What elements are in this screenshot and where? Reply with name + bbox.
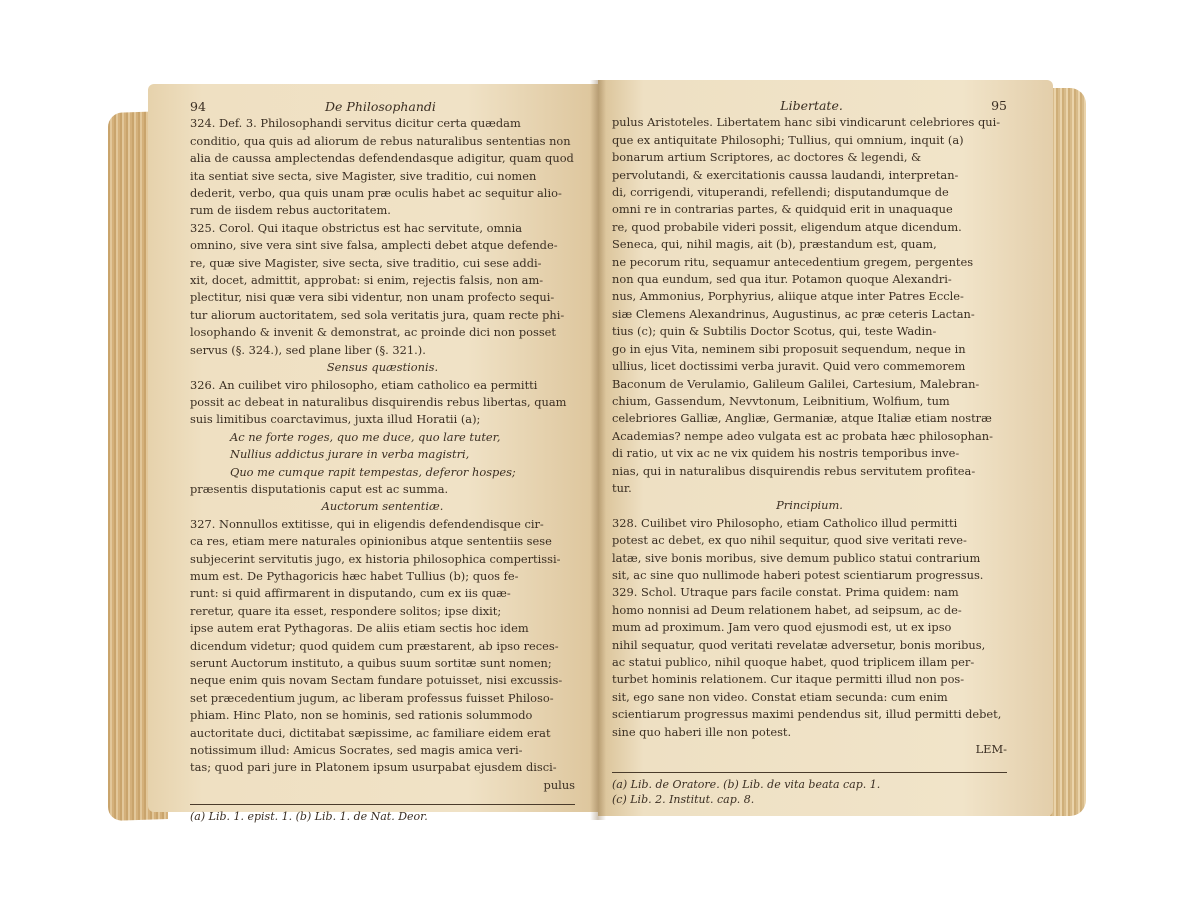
- text-line: ipse autem erat Pythagoras. De aliis etiam sectis hoc idem: [190, 621, 529, 636]
- right-paragraph-327-cont: [612, 114, 1007, 497]
- left-paragraphs-324-325: [190, 115, 575, 359]
- left-paragraph-327: [190, 516, 575, 777]
- text-line: ullius, licet doctissimi verba juravit. Quid vero commemorem: [612, 359, 966, 374]
- footnote-rule: [612, 772, 1007, 773]
- text-line: neque enim quis novam Sectam fundare potuisset, nisi excussis-: [190, 673, 563, 688]
- text-line: scientiarum progressus maximi pendendus sit, illud permitti debet,: [612, 707, 1002, 722]
- text-line: di, corrigendi, vituperandi, refellendi; disputandumque de: [612, 185, 949, 200]
- text-line: tius (c); quin & Subtilis Doctor Scotus, qui, teste Wadin-: [612, 324, 937, 339]
- text-line: tas; quod pari jure in Platonem ipsum usurpabat ejusdem disci-: [190, 760, 557, 775]
- book-gutter: [590, 80, 606, 820]
- text-line: nus, Ammonius, Porphyrius, aliique atque inter Patres Eccle-: [612, 289, 964, 304]
- text-line: non qua eundum, sed qua itur. Potamon quoque Alexandri-: [612, 272, 952, 287]
- text-line: omni re in contrarias partes, & quidquid erit in unaquaque: [612, 202, 953, 217]
- text-line: dicendum videtur; quod quidem cum præstarent, ab ipso reces-: [190, 638, 559, 653]
- text-line: que ex antiquitate Philosophi; Tullius, qui omnium, inquit (a): [612, 132, 964, 147]
- text-line: præsentis disputationis caput est ac summa.: [190, 481, 449, 496]
- text-line: 325. Corol. Qui itaque obstrictus est hac servitute, omnia: [190, 220, 523, 235]
- catchword: pulus: [543, 777, 575, 792]
- text-line: (a) Lib. de Oratore. (b) Lib. de vita beata cap. 1.: [612, 778, 881, 792]
- text-line: serunt Auctorum instituto, a quibus suum sortitæ sunt nomen;: [190, 656, 552, 670]
- text-line: mum ad proximum. Jam vero quod ejusmodi est, ut ex ipso: [612, 620, 952, 635]
- left-page-header: [190, 98, 575, 115]
- text-line: Baconum de Verulamio, Galileum Galilei, Cartesium, Malebran-: [612, 376, 980, 391]
- text-line: notissimum illud: Amicus Socrates, sed magis amica veri-: [190, 743, 523, 758]
- text-line: siæ Clemens Alexandrinus, Augustinus, ac præ ceteris Lactan-: [612, 306, 975, 321]
- text-line: suis limitibus coarctavimus, juxta illud Horatii (a);: [190, 412, 481, 427]
- text-line: pervolutandi, & exercitationis caussa laudandi, interpretan-: [612, 167, 959, 182]
- text-line: tur.: [612, 480, 632, 495]
- text-line: 328. Cuilibet viro Philosopho, etiam Catholico illud permitti: [612, 515, 958, 530]
- text-line: Academias? nempe adeo vulgata est ac probata hæc philosophan-: [612, 428, 993, 443]
- text-line: ac statui publico, nihil quoque habet, quod triplicem illam per-: [612, 655, 975, 669]
- page-number: 94: [190, 99, 206, 114]
- section-heading: Principium.: [776, 498, 843, 513]
- text-line: nihil sequatur, quod veritati revelatæ adversetur, bonis moribus,: [612, 637, 986, 652]
- text-line: Nullius addictus jurare in verba magistri,: [230, 447, 470, 462]
- left-paragraph-326-end: [190, 481, 575, 498]
- text-line: plectitur, nisi quæ vera sibi videntur, non unam profecto sequi-: [190, 290, 555, 305]
- text-line: di ratio, ut vix ac ne vix quidem his nostris temporibus inve-: [612, 446, 960, 461]
- text-line: 329. Schol. Utraque pars facile constat. Prima quidem: nam: [612, 585, 959, 600]
- text-line: phiam. Hinc Plato, non se hominis, sed rationis solummodo: [190, 708, 533, 723]
- horace-verse: [190, 429, 575, 481]
- text-line: alia de caussa amplectendas defendendasque adigitur, quam quod: [190, 151, 574, 166]
- section-heading: Sensus quæstionis.: [326, 360, 439, 375]
- text-line: 326. An cuilibet viro philosopho, etiam catholico ea permitti: [190, 377, 538, 392]
- right-paragraphs-328-329: [612, 515, 1007, 741]
- text-line: reretur, quare ita esset, respondere solitos; ipse dixit;: [190, 603, 502, 618]
- running-head: De Philosophandi: [325, 99, 436, 114]
- text-line: dederit, verbo, qua quis unam præ oculis habet ac sequitur alio-: [190, 186, 562, 201]
- text-line: ne pecorum ritu, sequamur antecedentium gregem, pergentes: [612, 254, 974, 269]
- catchword: LEM-: [975, 742, 1007, 757]
- text-line: losophando & invenit & demonstrat, ac proinde dici non posset: [190, 325, 556, 340]
- text-line: subjecerint servitutis jugo, ex historia philosophica compertissi-: [190, 551, 561, 566]
- text-line: 324. Def. 3. Philosophandi servitus dicitur certa quædam: [190, 116, 521, 131]
- text-line: bonarum artium Scriptores, ac doctores & legendi, &: [612, 150, 922, 165]
- text-line: runt: si quid affirmarent in disputando, cum ex iis quæ-: [190, 586, 511, 601]
- text-line: sit, ac sine quo nullimode haberi potest scientiarum progressus.: [612, 567, 984, 582]
- text-line: re, quod probabile videri possit, eligendum atque dicendum.: [612, 219, 962, 234]
- text-line: latæ, sive bonis moribus, sive demum publico statui contrarium: [612, 550, 981, 565]
- text-line: (c) Lib. 2. Institut. cap. 8.: [612, 793, 755, 807]
- text-line: celebriores Galliæ, Angliæ, Germaniæ, atque Italiæ etiam nostræ: [612, 411, 992, 426]
- text-line: set præcedentium jugum, ac liberam professus fuisset Philoso-: [190, 690, 554, 705]
- left-page-text: [190, 98, 575, 824]
- text-line: rum de iisdem rebus auctoritatem.: [190, 203, 391, 218]
- right-page-header: [612, 97, 1007, 114]
- text-line: sine quo haberi ille non potest.: [612, 724, 792, 739]
- text-line: re, quæ sive Magister, sive secta, sive traditio, cui sese addi-: [190, 255, 542, 270]
- footnote-rule: [190, 804, 575, 805]
- text-line: Quo me cumque rapit tempestas, deferor hospes;: [230, 464, 516, 479]
- text-line: 327. Nonnullos extitisse, qui in eligendis defendendisque cir-: [190, 516, 544, 531]
- text-line: turbet hominis relationem. Cur itaque permitti illud non pos-: [612, 672, 965, 687]
- text-line: ca res, etiam mere naturales opinionibus atque sententiis sese: [190, 534, 552, 549]
- text-line: conditio, qua quis ad aliorum de rebus naturalibus sententias non: [190, 133, 571, 148]
- text-line: nias, qui in naturalibus disquirendis rebus servitutem profitea-: [612, 463, 976, 478]
- text-line: go in ejus Vita, neminem sibi proposuit sequendum, neque in: [612, 341, 966, 356]
- section-heading: Auctorum sententiæ.: [321, 499, 444, 514]
- text-line: xit, docet, admittit, approbat: si enim, rejectis falsis, non am-: [190, 273, 544, 288]
- text-line: sit, ego sane non video. Constat etiam secunda: cum enim: [612, 689, 948, 704]
- text-line: Seneca, qui, nihil magis, ait (b), præstandum est, quam,: [612, 237, 937, 252]
- text-line: auctoritate duci, dictitabat sæpissime, ac familiare eidem erat: [190, 725, 551, 740]
- page-number: 95: [991, 98, 1007, 113]
- text-line: omnino, sive vera sint sive falsa, amplecti debet atque defende-: [190, 238, 558, 253]
- footnote: (a) Lib. 1. epist. 1. (b) Lib. 1. de Nat. Deor.: [190, 810, 428, 824]
- text-line: servus (§. 324.), sed plane liber (§. 321.).: [190, 342, 426, 357]
- footnotes: [612, 777, 1007, 807]
- right-page-text: [612, 97, 1007, 807]
- text-line: tur aliorum auctoritatem, sed sola veritatis jura, quam recte phi-: [190, 307, 565, 322]
- text-line: chium, Gassendum, Nevvtonum, Leibnitium, Wolfium, tum: [612, 393, 950, 408]
- left-paragraph-326: [190, 377, 575, 429]
- text-line: Ac ne forte roges, quo me duce, quo lare tuter,: [230, 429, 501, 444]
- text-line: pulus Aristoteles. Libertatem hanc sibi vindicarunt celebriores qui-: [612, 115, 1001, 130]
- text-line: mum est. De Pythagoricis hæc habet Tullius (b); quos fe-: [190, 568, 519, 583]
- text-line: possit ac debeat in naturalibus disquirendis rebus libertas, quam: [190, 394, 567, 409]
- text-line: ita sentiat sive secta, sive Magister, sive traditio, cui nomen: [190, 168, 537, 183]
- text-line: homo nonnisi ad Deum relationem habet, ad seipsum, ac de-: [612, 602, 962, 617]
- text-line: potest ac debet, ex quo nihil sequitur, quod sive veritati reve-: [612, 533, 967, 548]
- running-head: Libertate.: [780, 98, 843, 113]
